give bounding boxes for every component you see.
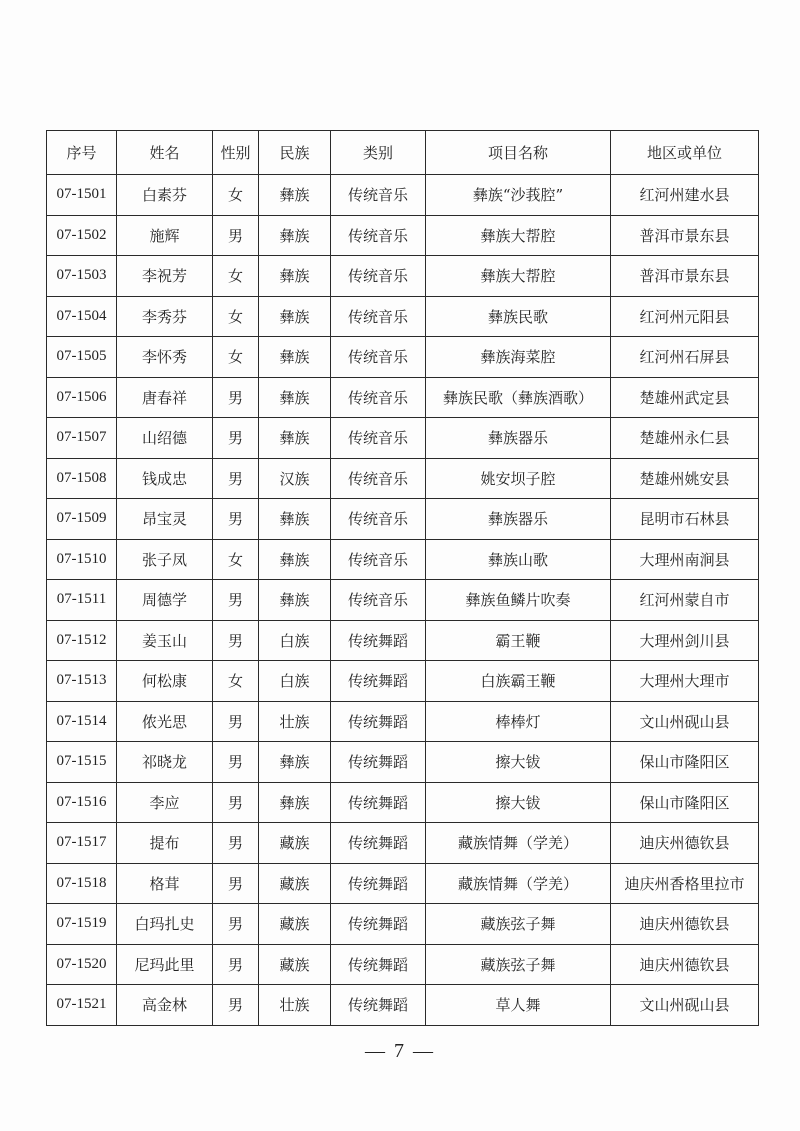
cell-region: 红河州建水县 [611,175,759,216]
cell-project: 彝族器乐 [426,499,611,540]
table-row [47,175,759,216]
cell-ethnicity: 彝族 [259,215,331,256]
table-row [47,337,759,378]
table-row [47,499,759,540]
cell-ethnicity: 壮族 [259,985,331,1026]
cell-name: 尼玛此里 [117,944,213,985]
cell-gender: 男 [213,742,259,783]
cell-region: 楚雄州姚安县 [611,458,759,499]
cell-region: 红河州石屏县 [611,337,759,378]
cell-gender: 男 [213,458,259,499]
page-number: — 7 — [365,1040,435,1062]
cell-category: 传统舞蹈 [331,904,426,945]
cell-name: 李祝芳 [117,256,213,297]
cell-name: 祁晓龙 [117,742,213,783]
cell-name: 李怀秀 [117,337,213,378]
cell-project: 彝族鱼鳞片吹奏 [426,580,611,621]
table-row [47,823,759,864]
cell-gender: 男 [213,823,259,864]
header-code: 序号 [47,131,117,175]
cell-name: 侬光思 [117,701,213,742]
cell-ethnicity: 壮族 [259,701,331,742]
header-category: 类别 [331,131,426,175]
cell-category: 传统音乐 [331,296,426,337]
cell-project: 藏族弦子舞 [426,944,611,985]
cell-name: 高金林 [117,985,213,1026]
cell-category: 传统音乐 [331,418,426,459]
cell-ethnicity: 彝族 [259,337,331,378]
cell-project: 藏族弦子舞 [426,904,611,945]
cell-code: 07-1515 [47,742,117,783]
cell-project: 草人舞 [426,985,611,1026]
cell-code: 07-1520 [47,944,117,985]
cell-project: 白族霸王鞭 [426,661,611,702]
cell-name: 姜玉山 [117,620,213,661]
cell-category: 传统舞蹈 [331,863,426,904]
cell-gender: 男 [213,782,259,823]
cell-region: 迪庆州德钦县 [611,823,759,864]
cell-category: 传统舞蹈 [331,985,426,1026]
cell-category: 传统舞蹈 [331,782,426,823]
cell-ethnicity: 彝族 [259,175,331,216]
cell-region: 楚雄州永仁县 [611,418,759,459]
cell-project: 藏族情舞（学羌） [426,823,611,864]
cell-category: 传统音乐 [331,256,426,297]
cell-region: 迪庆州香格里拉市 [611,863,759,904]
cell-gender: 男 [213,580,259,621]
header-project: 项目名称 [426,131,611,175]
cell-region: 红河州元阳县 [611,296,759,337]
cell-region: 普洱市景东县 [611,215,759,256]
cell-name: 格茸 [117,863,213,904]
cell-project: 彝族民歌 [426,296,611,337]
cell-gender: 男 [213,701,259,742]
table-row [47,377,759,418]
cell-name: 何松康 [117,661,213,702]
cell-category: 传统音乐 [331,499,426,540]
cell-code: 07-1516 [47,782,117,823]
cell-code: 07-1509 [47,499,117,540]
cell-category: 传统舞蹈 [331,823,426,864]
cell-code: 07-1508 [47,458,117,499]
cell-ethnicity: 彝族 [259,580,331,621]
cell-code: 07-1518 [47,863,117,904]
cell-gender: 男 [213,620,259,661]
table-row [47,215,759,256]
cell-region: 红河州蒙自市 [611,580,759,621]
cell-ethnicity: 藏族 [259,823,331,864]
cell-project: 姚安坝子腔 [426,458,611,499]
cell-gender: 女 [213,539,259,580]
cell-region: 昆明市石林县 [611,499,759,540]
cell-gender: 男 [213,499,259,540]
cell-category: 传统音乐 [331,175,426,216]
cell-category: 传统音乐 [331,458,426,499]
cell-project: 擦大钹 [426,782,611,823]
cell-gender: 女 [213,175,259,216]
cell-category: 传统舞蹈 [331,701,426,742]
cell-category: 传统音乐 [331,539,426,580]
cell-gender: 男 [213,418,259,459]
cell-ethnicity: 白族 [259,620,331,661]
cell-gender: 男 [213,985,259,1026]
header-ethnicity: 民族 [259,131,331,175]
cell-name: 施辉 [117,215,213,256]
cell-name: 山绍德 [117,418,213,459]
cell-category: 传统舞蹈 [331,661,426,702]
cell-ethnicity: 彝族 [259,742,331,783]
cell-name: 唐春祥 [117,377,213,418]
cell-name: 白素芬 [117,175,213,216]
cell-gender: 女 [213,661,259,702]
cell-project: 彝族器乐 [426,418,611,459]
cell-project: 彝族海菜腔 [426,337,611,378]
cell-ethnicity: 彝族 [259,418,331,459]
table-row [47,701,759,742]
cell-project: 彝族大帮腔 [426,215,611,256]
cell-ethnicity: 彝族 [259,296,331,337]
cell-category: 传统舞蹈 [331,944,426,985]
cell-project: 彝族山歌 [426,539,611,580]
cell-gender: 男 [213,215,259,256]
header-name: 姓名 [117,131,213,175]
cell-project: 彝族民歌（彝族酒歌） [426,377,611,418]
cell-region: 文山州砚山县 [611,985,759,1026]
table-row [47,418,759,459]
cell-project: 棒棒灯 [426,701,611,742]
cell-project: 藏族情舞（学羌） [426,863,611,904]
cell-gender: 女 [213,256,259,297]
table-row [47,863,759,904]
cell-code: 07-1501 [47,175,117,216]
header-gender: 性别 [213,131,259,175]
cell-name: 昂宝灵 [117,499,213,540]
cell-code: 07-1507 [47,418,117,459]
table-row [47,458,759,499]
cell-region: 文山州砚山县 [611,701,759,742]
cell-category: 传统舞蹈 [331,742,426,783]
table-row [47,539,759,580]
cell-region: 普洱市景东县 [611,256,759,297]
cell-category: 传统音乐 [331,580,426,621]
cell-category: 传统舞蹈 [331,620,426,661]
cell-code: 07-1511 [47,580,117,621]
cell-project: 彝族“沙莪腔” [426,175,611,216]
cell-region: 大理州南涧县 [611,539,759,580]
cell-code: 07-1519 [47,904,117,945]
cell-code: 07-1506 [47,377,117,418]
table-row [47,944,759,985]
cell-gender: 男 [213,904,259,945]
cell-ethnicity: 藏族 [259,944,331,985]
cell-region: 大理州剑川县 [611,620,759,661]
table-row [47,580,759,621]
inheritor-table [46,130,759,1026]
cell-category: 传统音乐 [331,377,426,418]
cell-project: 彝族大帮腔 [426,256,611,297]
cell-name: 钱成忠 [117,458,213,499]
cell-region: 保山市隆阳区 [611,742,759,783]
cell-ethnicity: 彝族 [259,377,331,418]
cell-ethnicity: 藏族 [259,904,331,945]
cell-ethnicity: 彝族 [259,499,331,540]
cell-gender: 男 [213,377,259,418]
cell-name: 李应 [117,782,213,823]
table-row [47,904,759,945]
cell-region: 大理州大理市 [611,661,759,702]
cell-ethnicity: 彝族 [259,539,331,580]
cell-code: 07-1521 [47,985,117,1026]
cell-region: 迪庆州德钦县 [611,944,759,985]
cell-name: 提布 [117,823,213,864]
cell-ethnicity: 汉族 [259,458,331,499]
cell-gender: 男 [213,944,259,985]
table-header-row [47,131,759,175]
cell-code: 07-1512 [47,620,117,661]
cell-category: 传统音乐 [331,337,426,378]
table-row [47,742,759,783]
cell-code: 07-1502 [47,215,117,256]
cell-name: 白玛扎史 [117,904,213,945]
cell-code: 07-1513 [47,661,117,702]
cell-region: 楚雄州武定县 [611,377,759,418]
table-row [47,661,759,702]
cell-ethnicity: 藏族 [259,863,331,904]
cell-category: 传统音乐 [331,215,426,256]
table-row [47,256,759,297]
cell-project: 擦大钹 [426,742,611,783]
cell-name: 张子凤 [117,539,213,580]
cell-ethnicity: 彝族 [259,782,331,823]
table-row [47,296,759,337]
cell-ethnicity: 白族 [259,661,331,702]
cell-gender: 女 [213,296,259,337]
cell-code: 07-1514 [47,701,117,742]
cell-gender: 男 [213,863,259,904]
cell-project: 霸王鞭 [426,620,611,661]
cell-gender: 女 [213,337,259,378]
cell-ethnicity: 彝族 [259,256,331,297]
cell-code: 07-1517 [47,823,117,864]
table-row [47,782,759,823]
cell-region: 保山市隆阳区 [611,782,759,823]
cell-code: 07-1503 [47,256,117,297]
table-row [47,620,759,661]
table-row [47,985,759,1026]
cell-code: 07-1510 [47,539,117,580]
cell-name: 周德学 [117,580,213,621]
header-region: 地区或单位 [611,131,759,175]
cell-name: 李秀芬 [117,296,213,337]
cell-code: 07-1505 [47,337,117,378]
cell-code: 07-1504 [47,296,117,337]
cell-region: 迪庆州德钦县 [611,904,759,945]
